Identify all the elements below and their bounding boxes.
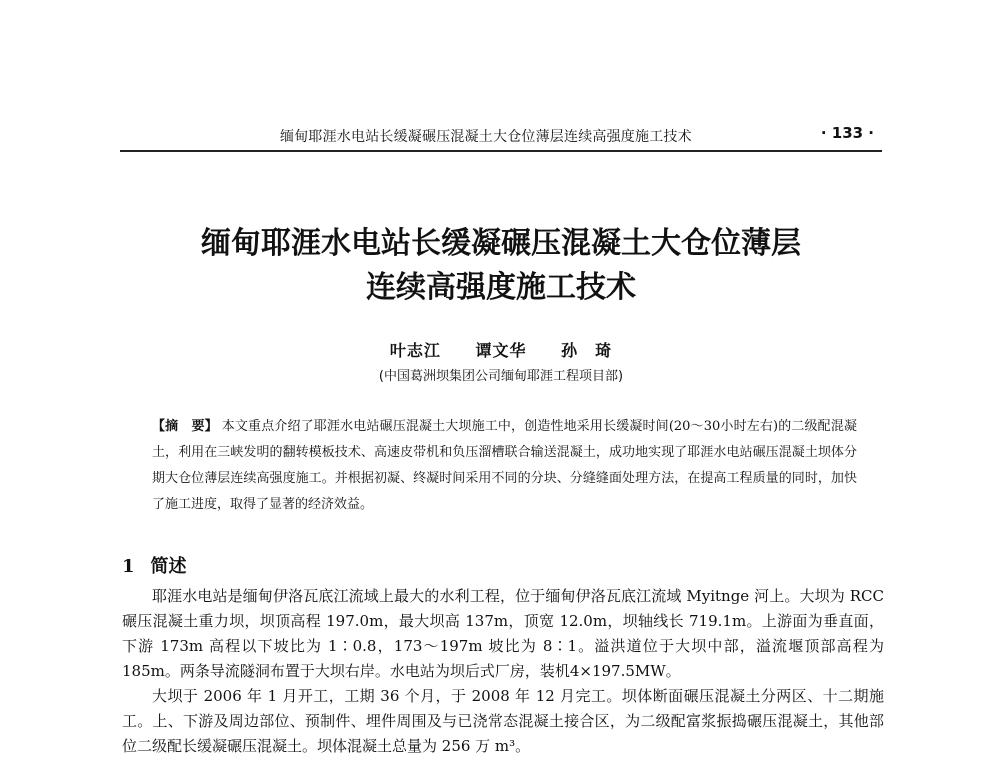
- abstract-text: 本文重点介绍了耶涯水电站碾压混凝土大坝施工中，创造性地采用长缓凝时间(20～30小时左右)的二级配混凝土，利用在三峡发明的翻转模板技术、高速皮带机和负压溜槽联合输送混凝土，成功地实现了耶涯水电站碾压混凝土坝体分期大仓位薄层连续高强度施工。并根据初凝、终凝时间采用不同的分块、分缝缝面处理方法，在提高工程质量的同时，加快了施工进度，取得了显著的经济效益。: [152, 419, 857, 512]
- abstract: [152, 414, 857, 518]
- section-heading: [122, 552, 187, 578]
- body-paragraph: 耶涯水电站是缅甸伊洛瓦底江流域上最大的水利工程，位于缅甸伊洛瓦底江流域 Myitnge 河上。大坝为 RCC 碾压混凝土重力坝，坝顶高程 197.0m，最大坝高 137m，顶宽 12.0m，坝轴线长 719.1m。上游面为垂直面，下游 173m 高程以下坡比为 1∶0.8，173～197m 坡比为 8∶1。溢洪道位于大坝中部，溢流堰顶部高程为 185m。两条导流隧洞布置于大坝右岸。水电站为坝后式厂房，装机4×197.5MW。: [122, 587, 884, 680]
- author-list: [120, 338, 882, 361]
- abstract-label: 【摘 要】: [152, 419, 218, 434]
- title-line-2: 连续高强度施工技术: [366, 270, 636, 305]
- running-header: [120, 120, 882, 152]
- section-title: 简述: [150, 556, 187, 577]
- article-title: [120, 222, 882, 310]
- body-paragraph: 大坝于 2006 年 1 月开工，工期 36 个月，于 2008 年 12 月完工。坝体断面碾压混凝土分两区、十二期施工。上、下游及周边部位、预制件、埋件周围及与已浇常态混凝土接合区，为二级配富浆振捣碾压混凝土，其他部位二级配长缓凝碾压混凝土。坝体混凝土总量为 256 万 m³。: [122, 687, 884, 755]
- page-number: · 133 ·: [820, 124, 874, 142]
- author-name: 孙 琦: [561, 341, 613, 360]
- body-text: [122, 584, 884, 760]
- author-name: 叶志江: [389, 341, 441, 360]
- affiliation: (中国葛洲坝集团公司缅甸耶涯工程项目部): [378, 369, 624, 384]
- title-line-1: 缅甸耶涯水电站长缓凝碾压混凝土大仓位薄层: [201, 226, 801, 261]
- author-name: 谭文华: [475, 341, 527, 360]
- section-number: 1: [122, 556, 135, 577]
- running-title: 缅甸耶涯水电站长缓凝碾压混凝土大仓位薄层连续高强度施工技术: [280, 129, 692, 145]
